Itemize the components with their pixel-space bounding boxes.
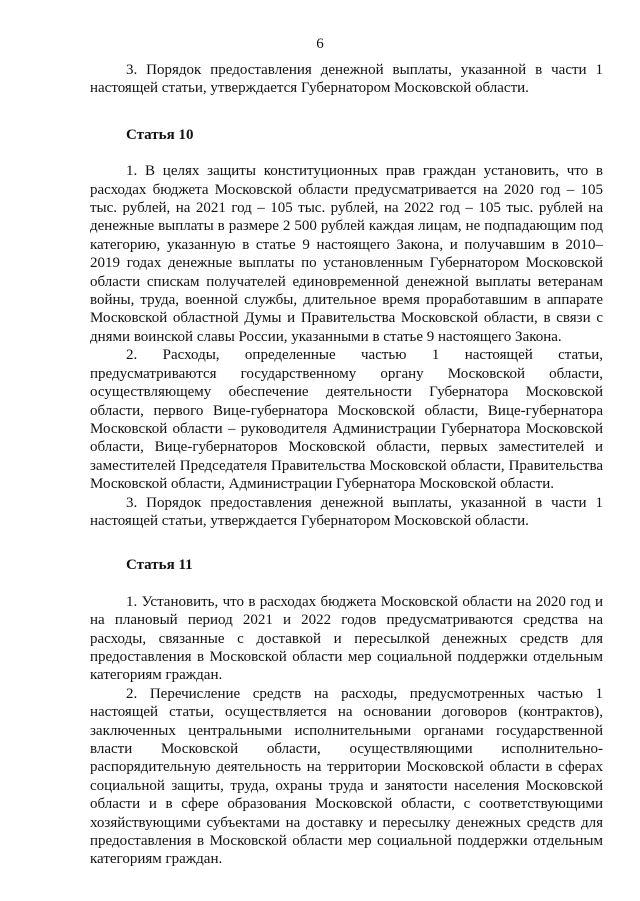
article-11-paragraph-1: 1. Установить, что в расходах бюджета Московской области на 2020 год и на плановый период 2021 и 2022 годов предусматриваются средства на расходы, связанные с доставкой и пересылкой денежных средств для предоставления в Московской области мер социальной поддержки отдельным категориям граждан.	[90, 593, 603, 684]
article-11-paragraph-2: 2. Перечисление средств на расходы, предусмотренных частью 1 настоящей статьи, осуществляется на основании договоров (контрактов), заключенных центральными исполнительными органами государственной власти Московской области, осуществляющими исполнительно-распорядительную деятельность на территории Московской области в сферах социальной защиты, труда, охраны труда и занятости населения Московской области и в сфере образования Московской области, с соответствующими хозяйствующими субъектами на доставку и пересылку денежных средств для предоставления в Московской области мер социальной поддержки отдельным категориям граждан.	[90, 685, 603, 868]
document-body	[90, 61, 603, 869]
article-10-paragraph-3: 3. Порядок предоставления денежной выплаты, указанной в части 1 настоящей статьи, утверждается Губернатором Московской области.	[90, 494, 603, 529]
article-10-heading: Статья 10	[126, 126, 194, 143]
article-11-heading: Статья 11	[126, 557, 193, 574]
article-9-paragraph-3: 3. Порядок предоставления денежной выплаты, указанной в части 1 настоящей статьи, утверждается Губернатором Московской области.	[90, 62, 603, 97]
article-10-paragraph-1: 1. В целях защиты конституционных прав граждан установить, что в расходах бюджета Московской области предусматривается на 2020 год – 105 тыс. рублей, на 2021 год – 105 тыс. рублей, на 2022 год – 105 тыс. рублей на денежные выплаты в размере 2 500 рублей каждая лицам, не подпадающим под категорию, указанную в статье 9 настоящего Закона, и получавшим в 2010–2019 годах денежные выплаты по установленным Губернатором Московской области спискам получателей единовременной денежной выплаты ветеранам войны, труда, военной службы, длительное время проработавшим в аппарате Московской областной Думы и Правительства Московской области, в связи с днями воинской славы России, указанными в статье 9 настоящего Закона.	[90, 163, 603, 345]
page-number: 6	[316, 36, 324, 52]
article-10-paragraph-2: 2. Расходы, определенные частью 1 настоящей статьи, предусматриваются государственному органу Московской области, осуществляющему обеспечение деятельности Губернатора Московской области, первого Вице-губернатора Московской области, Вице-губернатора Московской области – руководителя Администрации Губернатора Московской области, Вице-губернаторов Московской области, первых заместителей и заместителей Председателя Правительства Московской области, Правительства Московской области, Администрации Губернатора Московской области.	[90, 347, 603, 493]
